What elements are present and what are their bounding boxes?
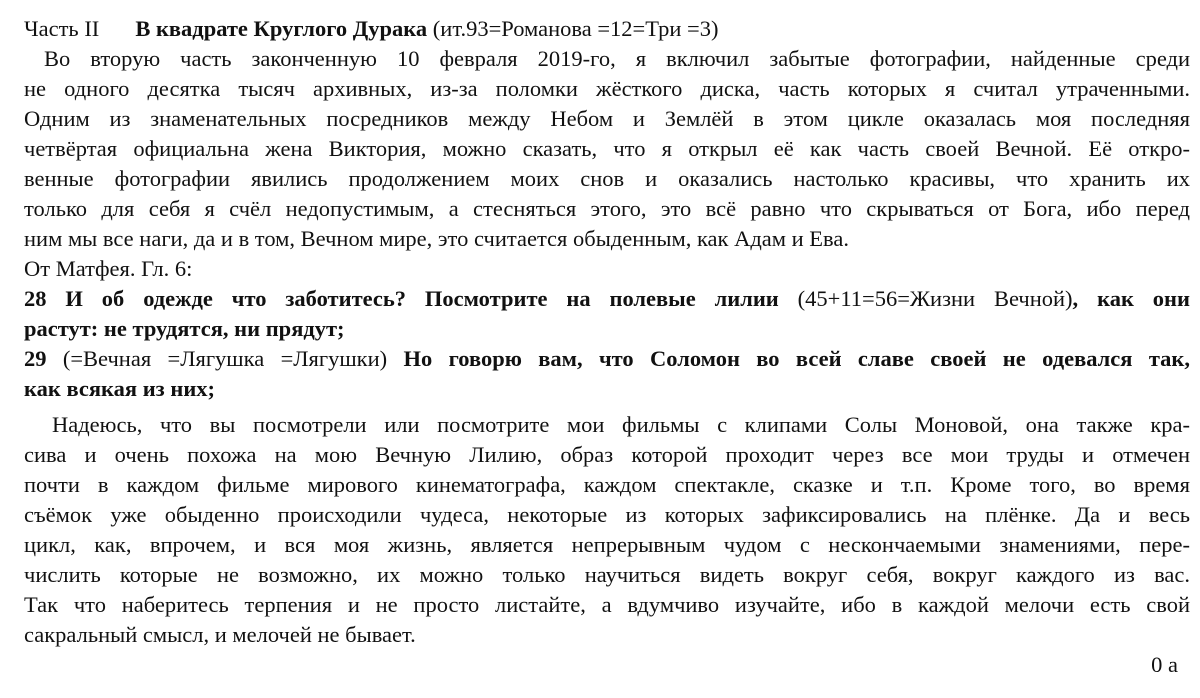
scripture-reference: От Матфея. Гл. 6: (24, 256, 193, 281)
paragraph-1-line: не одного десятка тысяч архивных, из-за поломки жёсткого диска, часть которых я считал утраченными. (24, 76, 1190, 101)
paragraph-2-line: Надеюсь, что вы посмотрели или посмотрите мои фильмы с клипами Солы Моновой, она также кра- (52, 412, 1190, 437)
document-page (24, 14, 1190, 650)
page-number: 0 а (1151, 652, 1178, 677)
paragraph-2-line: съёмок уже обыденно происходили чудеса, некоторые из которых зафиксировались на плёнке. Да и весь (24, 502, 1190, 527)
paragraph-2-line: числить которые не возможно, их можно только научиться видеть вокруг себя, вокруг каждого из вас. (24, 562, 1190, 587)
paragraph-1-line: ним мы все наги, да и в том, Вечном мире, это считается обыденным, как Адам и Ева. (24, 226, 849, 251)
verse-28-text: 28 И об одежде что заботитесь? Посмотрите на полевые лилии (24, 286, 779, 311)
paragraph-1-line: четвёртая официальна жена Виктория, можно сказать, что я открыл её как часть своей Вечной. Её откро- (24, 136, 1190, 161)
paragraph-2-line: почти в каждом фильме мирового кинематографа, каждом спектакле, сказке и т.п. Кроме того, во время (24, 472, 1190, 497)
verse-28-text-cont: , как они (1072, 286, 1190, 311)
paragraph-2-line: Так что наберитесь терпения и не просто листайте, а вдумчиво изучайте, ибо в каждой мелочи есть свой (24, 592, 1190, 617)
verse-28-line (24, 284, 1190, 314)
paragraph-1-line: только для себя я счёл недопустимым, а стесняться этого, это всё равно что скрываться от Бога, ибо перед (24, 196, 1190, 221)
paragraph-1-line: венные фотографии явились продолжением моих снов и оказались настолько красивы, что хранить их (24, 166, 1190, 191)
paragraph-1-line: Во вторую часть законченную 10 февраля 2019-го, я включил забытые фотографии, найденные среди (44, 46, 1190, 71)
verse-29-text: Но говорю вам, что Соломон во всей славе своей не одевался так, (403, 346, 1190, 371)
verse-29-number: 29 (24, 346, 47, 371)
paragraph-2-line: сакральный смысл, и мелочей не бывает. (24, 622, 416, 647)
chapter-title: В квадрате Круглого Дурака (135, 16, 428, 41)
verse-29-line-2: как всякая из них; (24, 376, 216, 401)
paragraph-2-line: цикл, как, впрочем, и вся моя жизнь, является непрерывным чудом с нескончаемыми знамениями, пере- (24, 532, 1190, 557)
chapter-note: (ит.93=Романова =12=Три =3) (432, 16, 719, 41)
verse-28-line-2: растут: не трудятся, ни прядут; (24, 316, 345, 341)
paragraph-2-line: сива и очень похожа на мою Вечную Лилию, образ которой проходит через все мои труды и отмечен (24, 442, 1190, 467)
verse-29-note: (=Вечная =Лягушка =Лягушки) (46, 346, 404, 371)
paragraph-1-line: Одним из знаменательных посредников между Небом и Землёй в этом цикле оказалась моя последняя (24, 106, 1190, 131)
part-label: Часть II (24, 16, 100, 41)
verse-28-note: (45+11=56=Жизни Вечной) (778, 286, 1073, 311)
page-heading (24, 14, 1190, 44)
verse-29-line (24, 344, 1190, 374)
